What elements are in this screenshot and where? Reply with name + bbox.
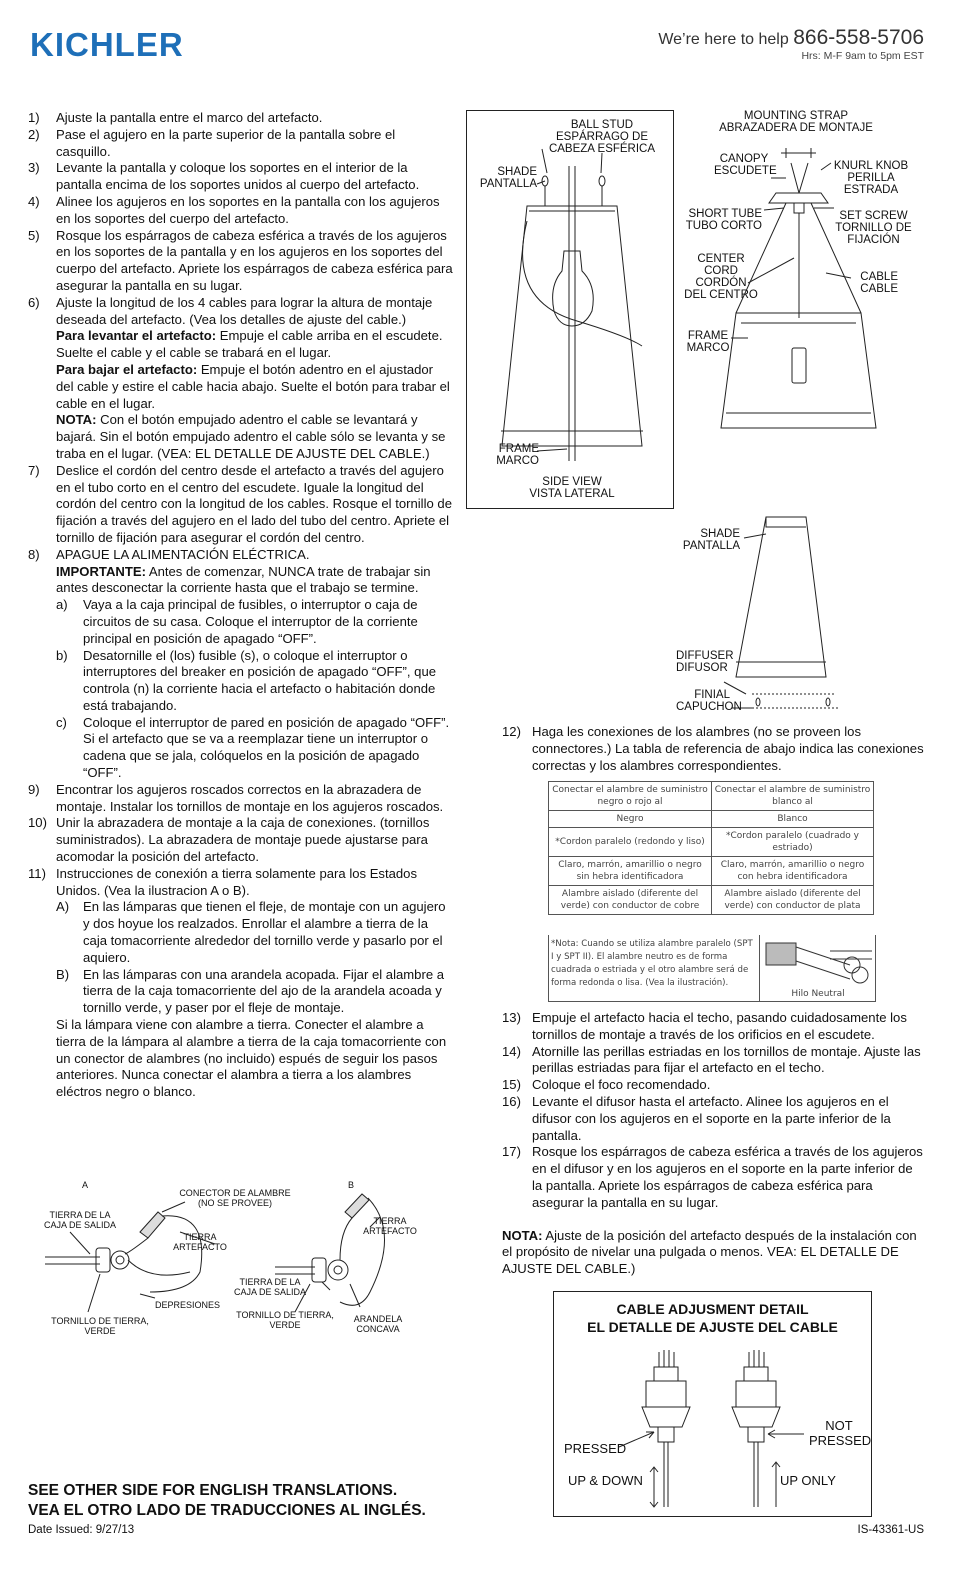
side-view-diagram [466, 110, 674, 509]
step-text: Levante la pantalla y coloque los soportes en el interior de la pantalla encima de los soportes unidos al cuerpo del artefacto. [56, 160, 420, 193]
label-a: A [82, 1180, 89, 1190]
final-note-label: NOTA: [502, 1227, 543, 1243]
side-view-label: SIDE VIEW VISTA LATERAL [529, 476, 615, 500]
step-14 [502, 1044, 924, 1078]
short-tube-label: SHORT TUBE TUBO CORTO [685, 208, 762, 232]
wire-note-box [548, 935, 876, 1002]
pressed-label: PRESSED [564, 1441, 627, 1456]
sub-text: Coloque el interruptor de pared en posición de apagado “OFF”. Si el artefacto que se va a reemplazar tiene un interruptor o cadena que se jala, colóquelos en la posición de apagado “OFF”. [83, 714, 450, 781]
set-screw-label: SET SCREW TORNILLO DE FIJACIÓN [835, 210, 912, 246]
step-11-b [28, 967, 453, 1017]
step-6-note [28, 412, 453, 462]
nota-label: NOTA: [56, 412, 97, 428]
tornillo-label-a: TORNILLO DE TIERRA, VERDE [51, 1316, 149, 1336]
step-text: Rosque los espárragos de cabeza esférica a través de los agujeros en el difusor y en los agujeros en el soporte en la parte inferior de la pantalla. Apriete los espárragos de cabeza esférica para asegurar la pantalla en su lugar. [532, 1144, 923, 1210]
step-number: 16) [502, 1093, 521, 1109]
ground-diagram [40, 1172, 460, 1342]
table-cell: *Cordon paralelo (cuadrado y estriado) [712, 828, 874, 857]
shade-label: SHADE PANTALLA [479, 166, 537, 190]
support-hours: Hrs: M-F 9am to 5pm EST [801, 50, 924, 62]
help-contact [658, 26, 924, 62]
step-text: Rosque los espárragos de cabeza esférica a través de los agujeros en los soportes de la pantalla y en los agujeros en los soportes del cuerpo del artefacto. Apriete los espárragos de cabeza esférica para asegurar la pantalla en su lugar. [56, 227, 453, 293]
canopy-label: CANOPY ESCUDETE [714, 153, 777, 177]
instructions-left [28, 110, 453, 1101]
raise-text: Empuje el cable arriba en el escudete. Suelte el cable y el cable se trabará en el lugar. [56, 328, 443, 361]
hilo-label: Hilo Neutral [791, 989, 845, 999]
table-cell: Claro, marrón, amarillio o negro con hebra identificadora [712, 857, 874, 886]
cable-label: CABLE CABLE [860, 271, 898, 295]
sub-letter: A) [56, 899, 70, 915]
wire-note: *Nota: Cuando se utiliza alambre paralelo (SPT I y SPT II). El alambre neutro es de forma cuadrada o estriada y el otro alambre será de forma redonda o lisa. (Vea la ilustración). [551, 939, 753, 988]
step-number: 7) [28, 462, 40, 478]
sub-text: Desatornille el (los) fusible (s), o coloque el interruptor o interruptores del breaker en posición de apagado “OFF”, que controla (n) la corriente hacia el artefacto o habitación donde está trabajando. [83, 647, 437, 713]
step-5 [28, 228, 453, 295]
tierra-caja-label-b: TIERRA DE LA CAJA DE SALIDA [233, 1277, 307, 1297]
step-9 [28, 782, 453, 816]
step-text: Coloque el foco recomendado. [532, 1077, 711, 1093]
sub-text: En las lámparas con una arandela acopada. Fijar el alambre a tierra de la caja tomacorriente del ajo de la arandela acoada y tornillo verde, y paser por el fleje de montaje. [83, 966, 445, 1016]
final-note [502, 1228, 924, 1278]
fixture-diagram [676, 108, 940, 498]
step-6-raise [28, 328, 453, 362]
step-text: Alinee los agujeros en los soportes en la pantalla con los agujeros en los soportes del cuerpo del artefacto. [56, 193, 440, 226]
table-cell: Negro [549, 811, 712, 828]
step-11-a [28, 899, 453, 966]
step-number: 12) [502, 724, 521, 739]
wire-cross-section-icon [760, 935, 876, 987]
step-8-a [28, 597, 453, 647]
step-6 [28, 295, 453, 329]
step-3 [28, 160, 453, 194]
step-2 [28, 127, 453, 161]
step-number: 2) [28, 126, 40, 142]
step-number: 11) [28, 865, 46, 881]
brand-logo: KICHLER [30, 26, 184, 63]
step-number: 13) [502, 1010, 521, 1025]
sub-letter: b) [56, 647, 68, 663]
step-8-c [28, 715, 453, 782]
step-11 [28, 866, 453, 900]
date-issued: Date Issued: 9/27/13 [28, 1524, 135, 1536]
step-13 [502, 1010, 924, 1044]
see-other-en: SEE OTHER SIDE FOR ENGLISH TRANSLATIONS. [28, 1482, 398, 1499]
step-number: 17) [502, 1144, 521, 1160]
step-6-lower [28, 362, 453, 412]
final-note-text: Ajuste de la posición del artefacto después de la instalación con el propósito de nivelar una pulgada o menos. VEA: EL DETALLE DE AJUSTE DEL CABLE.) [502, 1227, 917, 1277]
step-text: APAGUE LA ALIMENTACIÓN ELÉCTRICA. [56, 546, 310, 562]
step-text: Pase el agujero en la parte superior de la pantalla sobre el casquillo. [56, 126, 396, 159]
lower-label: Para bajar el artefacto: [56, 361, 198, 377]
step-15 [502, 1077, 924, 1094]
step-text: Ajuste la longitud de los 4 cables para lograr la altura de montaje deseada del artefacto. (Vea los detalles de ajuste del cable.) [56, 294, 433, 327]
table-cell: *Cordon paralelo (redondo y liso) [549, 828, 712, 857]
table-header-cell: Conectar el alambre de suministro blanco al [712, 782, 874, 811]
step-7 [28, 463, 453, 547]
step-text: Atornille las perillas estriadas en los tornillos de montaje. Ajuste las perillas estriadas para fijar el artefacto en el techo. [532, 1043, 921, 1076]
table-header-cell: Conectar el alambre de suministro negro o rojo al [549, 782, 712, 811]
sub-text: En las lámparas que tienen el fleje, de montaje con un agujero y dos hoyue los realzados. Enrollar el alambre a tierra de la caja tomacorriente alrededor del tornillo verde y pasarlo por el aquiero. [83, 899, 446, 965]
step-text: Unir la abrazadera de montaje a la caja de conexiones. (tornillos suministrados). La abrazadera de montaje puede ajustarse para acomodar la posición del artefacto. [56, 815, 430, 865]
help-text: We’re here to help [658, 31, 789, 48]
step-number: 6) [28, 294, 40, 310]
step-text: Deslice el cordón del centro desde el artefacto a través del agujero en el tubo corto en el centro del escudete. Iguale la longitud del cordón del centro con la longitud de los cables. Rosque el tornillo de fijación a través del agujero en el lado del tubo del centro. Apriete el tornillo de fijación para asegurar el cordón del centro. [56, 462, 452, 545]
see-other-es: VEA EL OTRO LADO DE TRADUCCIONES AL INGLÉS. [28, 1502, 426, 1519]
step-1 [28, 110, 453, 127]
table-row [549, 828, 874, 857]
arandela-label: ARANDELA CONCAVA [353, 1314, 403, 1334]
frame-label: FRAME MARCO [496, 443, 539, 467]
step-12 [502, 724, 924, 774]
important-text: Antes de comenzar, NUNCA trate de trabajar sin antes desconectar la corriente hasta que el trabajo se termine. [56, 563, 431, 596]
up-only-label: UP ONLY [780, 1473, 836, 1488]
table-cell: Blanco [712, 811, 874, 828]
not-pressed-label: NOT PRESSED [809, 1418, 872, 1448]
step-number: 5) [28, 227, 40, 243]
wire-table [548, 781, 874, 915]
step-text: Instrucciones de conexión a tierra solamente para los Estados Unidos. (Vea la ilustracion A o B). [56, 865, 418, 898]
center-cord-label: CENTER CORD CORDÓN DEL CENTRO [684, 253, 758, 301]
sub-text: Vaya a la caja principal de fusibles, o interruptor o caja de circuitos de su casa. Coloque el interruptor de la corriente principal en posición de apagado “OFF”. [83, 597, 418, 646]
frame-label-fixture: FRAME MARCO [686, 330, 730, 354]
step-text: Ajuste la pantalla entre el marco del artefacto. [56, 110, 323, 125]
step-number: 15) [502, 1077, 521, 1093]
ball-stud-label: BALL STUD ESPÁRRAGO DE CABEZA ESFÉRICA [548, 119, 656, 155]
instructions-right [502, 1010, 924, 1278]
step-8 [28, 547, 453, 564]
step-text: Encontrar los agujeros roscados correctos en la abrazadera de montaje. Instalar los tornillos de montaje en los agujeros roscados. [56, 781, 444, 814]
shade-diagram [676, 512, 940, 722]
cable-detail-title: CABLE ADJUSMENT DETAIL EL DETALLE DE AJUSTE DEL CABLE [587, 1301, 838, 1335]
sub-letter: B) [56, 966, 70, 982]
cable-adjustment-detail [553, 1291, 872, 1517]
sub-letter: c) [56, 714, 67, 730]
tierra-artefacto-label-b: TIERRA ARTEFACTO [363, 1216, 417, 1236]
see-other-side [28, 1481, 426, 1521]
phone-number[interactable]: 866-558-5706 [793, 26, 924, 49]
table-header-row [549, 782, 874, 811]
step-text: Levante el difusor hasta el artefacto. Alinee los agujeros en el difusor con los agujeros en el soporte en la parte inferior de la pantalla. [532, 1093, 891, 1143]
depresiones-label: DEPRESIONES [155, 1300, 221, 1310]
raise-label: Para levantar el artefacto: [56, 328, 217, 344]
table-cell: Claro, marrón, amarillio o negro sin hebra identificadora [549, 857, 712, 886]
table-row [549, 886, 874, 915]
step-10 [28, 815, 453, 865]
step-number: 3) [28, 160, 40, 176]
step-number: 4) [28, 193, 40, 209]
hilo-neutral-illustration [759, 935, 876, 1001]
sub-letter: a) [56, 597, 68, 613]
step-12-row [502, 724, 924, 774]
step-number: 14) [502, 1043, 521, 1059]
step-16 [502, 1094, 924, 1144]
step-text: Haga les conexiones de los alambres (no se proveen los connectores.) La tabla de referencia de abajo indica las conexiones correctas y los alambres correspondientes. [532, 724, 924, 773]
table-cell: Alambre aislado (diferente del verde) con conductor de cobre [549, 886, 712, 915]
step-number: 10) [28, 815, 47, 831]
tierra-artefacto-label-a: TIERRA ARTEFACTO [173, 1232, 227, 1252]
nota-text: Con el botón empujado adentro el cable se levantará y bajará. Sin el botón empujado adentro el cable sólo se levanta y se traba en el lugar. (VEA: EL DETALLE DE AJUSTE DEL CABLE.) [56, 412, 446, 461]
step-8-important [28, 564, 453, 598]
finial-label: FINIAL CAPUCHON [676, 689, 742, 713]
step-number: 9) [28, 781, 40, 797]
step-text: Empuje el artefacto hacia el techo, pasando cuidadosamente los tornillos de montaje a través de los orificios en el escudete. [532, 1010, 907, 1042]
lower-text: Empuje el botón adentro en el ajustador del cable y estire el cable hacia abajo. Suelte el botón para trabar el cable en el lugar. [56, 361, 450, 411]
knurl-knob-label: KNURL KNOB PERILLA ESTRADA [833, 160, 909, 196]
step-17 [502, 1144, 924, 1211]
diffuser-label: DIFFUSER DIFUSOR [676, 650, 734, 674]
step-8-b [28, 648, 453, 715]
step-number: 8) [28, 546, 40, 562]
step-4 [28, 194, 453, 228]
shade-label-2: SHADE PANTALLA [682, 528, 740, 552]
step-11-extra: Si la lámpara viene con alambre a tierra. Conecter el alambre a tierra de la lámpara al alambre a tierra de la caja tomacorriente con un conector de alambres (no incluido) espués de seguir los pasos anteriores. Nunca conectar el alambra a tierra a los alambres eléctros negro o blanco. [56, 1017, 447, 1100]
document-id: IS-43361-US [857, 1524, 924, 1536]
up-down-label: UP & DOWN [568, 1473, 643, 1488]
mounting-strap-label: MOUNTING STRAP ABRAZADERA DE MONTAJE [719, 110, 873, 134]
table-row [549, 857, 874, 886]
table-cell: Alambre aislado (diferente del verde) con conductor de plata [712, 886, 874, 915]
connector-label: CONECTOR DE ALAMBRE (NO SE PROVEE) [179, 1188, 291, 1208]
table-row [549, 811, 874, 828]
label-b: B [348, 1180, 355, 1190]
step-number: 1) [28, 110, 40, 125]
tornillo-label-b: TORNILLO DE TIERRA, VERDE [236, 1310, 334, 1330]
important-label: IMPORTANTE: [56, 563, 146, 579]
tierra-caja-label-a: TIERRA DE LA CAJA DE SALIDA [43, 1210, 117, 1230]
